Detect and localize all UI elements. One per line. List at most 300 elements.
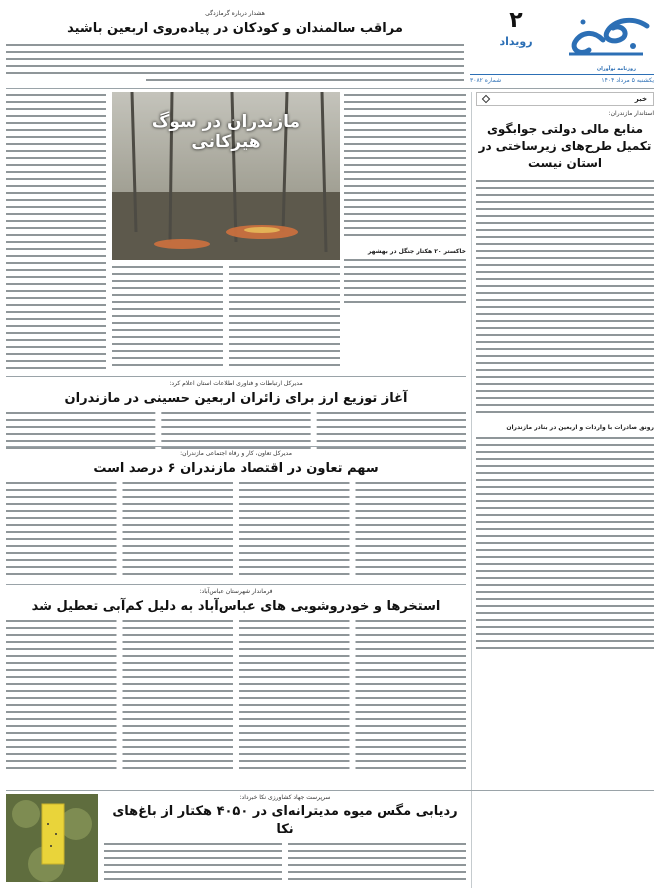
fly-headline: ردیابی مگس میوه مدیترانه‌ای در ۴۰۵۰ هکتار از باغ‌های نکا <box>112 804 458 837</box>
photo-story <box>6 92 340 372</box>
forest-fire-photo <box>112 92 340 260</box>
text-line <box>356 552 467 554</box>
text-line <box>6 718 117 720</box>
text-line <box>476 472 654 474</box>
text-line <box>239 669 350 671</box>
text-line <box>344 301 466 303</box>
text-line <box>476 327 654 329</box>
text-line <box>123 739 234 741</box>
text-line <box>356 538 467 540</box>
text-line <box>239 552 350 554</box>
text-line <box>476 383 654 385</box>
text-line <box>123 655 234 657</box>
text-line <box>123 496 234 498</box>
text-line <box>112 343 223 345</box>
text-line <box>123 648 234 650</box>
text-line <box>6 412 155 414</box>
text-line <box>476 187 654 189</box>
text-line <box>476 563 654 565</box>
text-line <box>356 683 467 685</box>
text-line <box>356 627 467 629</box>
text-line <box>6 426 155 428</box>
middle-subhead: خاکستر ۲۰ هکتار جنگل در بهشهر <box>367 248 466 255</box>
text-line <box>6 178 106 180</box>
text-line <box>344 199 466 201</box>
text-line <box>476 549 654 551</box>
text-line <box>6 122 106 124</box>
text-line <box>6 171 106 173</box>
text-line <box>6 559 117 561</box>
text-line <box>356 662 467 664</box>
text-line <box>229 364 340 366</box>
text-line <box>344 185 466 187</box>
text-line <box>6 753 117 755</box>
text-line <box>161 419 310 421</box>
text-line <box>6 297 106 299</box>
coop-body-lines <box>6 480 466 580</box>
section-label: خبر <box>634 95 647 103</box>
text-line <box>476 376 654 378</box>
text-line <box>6 227 106 229</box>
text-line <box>6 199 106 201</box>
text-line <box>288 843 466 845</box>
text-line <box>123 725 234 727</box>
text-line <box>229 343 340 345</box>
text-line <box>239 704 350 706</box>
text-line <box>344 287 466 289</box>
text-line <box>229 350 340 352</box>
page-number-block <box>474 8 558 48</box>
text-line <box>288 857 466 859</box>
fly-trap-photo <box>6 794 98 882</box>
text-line <box>476 451 654 453</box>
text-line <box>6 746 117 748</box>
text-line <box>476 528 654 530</box>
text-line <box>239 718 350 720</box>
pools-body-lines <box>6 618 466 776</box>
text-line <box>476 285 654 287</box>
text-line <box>356 655 467 657</box>
text-line <box>6 255 106 257</box>
pools-story <box>6 588 466 780</box>
text-line <box>6 641 117 643</box>
text-line <box>239 538 350 540</box>
text-line <box>6 213 106 215</box>
text-line <box>6 697 117 699</box>
text-line <box>123 482 234 484</box>
text-line <box>476 313 654 315</box>
text-line <box>6 353 106 355</box>
text-line <box>229 308 340 310</box>
text-line <box>6 433 155 435</box>
text-line <box>476 521 654 523</box>
text-line <box>344 171 466 173</box>
text-line <box>476 362 654 364</box>
dateline <box>470 74 654 84</box>
coop-kicker: مدیرکل تعاون، کار و رفاه اجتماعی مازندران: <box>180 450 292 457</box>
text-line <box>239 676 350 678</box>
middle-body-lines-2 <box>344 257 466 307</box>
text-line <box>123 503 234 505</box>
text-line <box>317 440 466 442</box>
text-line <box>476 397 654 399</box>
text-line <box>288 850 466 852</box>
text-line <box>476 180 654 182</box>
text-line <box>6 489 117 491</box>
text-line <box>356 704 467 706</box>
text-line <box>344 273 466 275</box>
logo-text: روزنامه نوآوران <box>596 66 636 72</box>
text-line <box>6 304 106 306</box>
text-line <box>239 655 350 657</box>
text-line <box>356 732 467 734</box>
text-line <box>229 280 340 282</box>
text-line <box>161 426 310 428</box>
text-line <box>6 419 155 421</box>
text-line <box>239 732 350 734</box>
text-line <box>317 433 466 435</box>
text-line <box>239 683 350 685</box>
text-line <box>123 573 234 575</box>
text-line <box>123 510 234 512</box>
text-line <box>476 355 654 357</box>
text-line <box>476 542 654 544</box>
text-line <box>239 559 350 561</box>
text-line <box>161 433 310 435</box>
text-line <box>476 633 654 635</box>
text-line <box>476 229 654 231</box>
text-line <box>476 640 654 642</box>
text-line <box>344 280 466 282</box>
text-line <box>229 322 340 324</box>
text-line <box>6 101 106 103</box>
text-line <box>344 122 466 124</box>
text-line <box>6 648 117 650</box>
text-line <box>239 634 350 636</box>
text-line <box>239 697 350 699</box>
text-line <box>6 683 117 685</box>
text-line <box>112 357 223 359</box>
text-line <box>6 482 117 484</box>
fly-kicker: سرپرست جهاد کشاورزی نکا خبرداد: <box>239 794 331 801</box>
text-line <box>123 634 234 636</box>
text-line <box>112 315 223 317</box>
text-line <box>6 164 106 166</box>
text-line <box>356 496 467 498</box>
text-line <box>476 605 654 607</box>
text-line <box>6 290 106 292</box>
section-bar <box>476 92 654 106</box>
text-line <box>6 503 117 505</box>
coop-headline: سهم تعاون در اقتصاد مازندران ۶ درصد است <box>93 461 379 476</box>
text-line <box>476 250 654 252</box>
text-line <box>476 458 654 460</box>
text-line <box>6 311 106 313</box>
text-line <box>476 556 654 558</box>
text-line <box>123 538 234 540</box>
text-line <box>476 591 654 593</box>
fly-story <box>6 794 466 882</box>
text-line <box>6 248 106 250</box>
text-line <box>123 559 234 561</box>
text-line <box>6 108 106 110</box>
governor-story <box>476 110 654 657</box>
text-line <box>6 538 117 540</box>
text-line <box>6 185 106 187</box>
text-line <box>6 711 117 713</box>
text-line <box>123 524 234 526</box>
text-line <box>476 626 654 628</box>
text-line <box>344 259 466 261</box>
text-line <box>112 329 223 331</box>
currency-body-lines <box>6 410 466 450</box>
text-line <box>6 220 106 222</box>
currency-story <box>6 380 466 454</box>
text-line <box>317 426 466 428</box>
text-line <box>344 129 466 131</box>
text-line <box>6 136 106 138</box>
text-line <box>6 332 106 334</box>
text-line <box>6 440 155 442</box>
text-line <box>476 299 654 301</box>
text-line <box>6 676 117 678</box>
text-line <box>161 412 310 414</box>
text-line <box>476 577 654 579</box>
text-line <box>6 346 106 348</box>
text-line <box>6 262 106 264</box>
text-line <box>123 545 234 547</box>
text-line <box>476 500 654 502</box>
text-line <box>239 627 350 629</box>
text-line <box>317 419 466 421</box>
text-line <box>356 503 467 505</box>
text-line <box>239 725 350 727</box>
text-line <box>476 278 654 280</box>
top-story-kicker: هشدار درباره گرمازدگی <box>205 10 265 17</box>
text-line <box>476 404 654 406</box>
text-line <box>476 444 654 446</box>
text-line <box>123 489 234 491</box>
currency-kicker: مدیرکل ارتباطات و فناوری اطلاعات استان اعلام کرد: <box>169 380 303 387</box>
text-line <box>476 243 654 245</box>
text-line <box>229 336 340 338</box>
text-line <box>356 489 467 491</box>
text-line <box>356 760 467 762</box>
text-line <box>6 739 117 741</box>
text-line <box>344 206 466 208</box>
text-line <box>476 465 654 467</box>
text-line <box>104 857 282 859</box>
text-line <box>476 535 654 537</box>
text-line <box>356 566 467 568</box>
text-line <box>123 732 234 734</box>
text-line <box>123 552 234 554</box>
top-story-headline: مراقب سالمندان و کودکان در پیاده‌روی اربعین باشید <box>67 21 403 36</box>
text-line <box>476 306 654 308</box>
text-line <box>6 552 117 554</box>
text-line <box>6 704 117 706</box>
text-line <box>6 725 117 727</box>
text-line <box>104 871 282 873</box>
governor-body-lines <box>476 178 654 418</box>
text-line <box>6 662 117 664</box>
text-line <box>6 545 117 547</box>
text-line <box>356 739 467 741</box>
text-line <box>112 294 223 296</box>
text-line <box>6 690 117 692</box>
text-line <box>123 620 234 622</box>
text-line <box>476 486 654 488</box>
text-line <box>161 447 310 449</box>
page-number: ۲ <box>509 8 523 33</box>
top-story <box>6 6 464 86</box>
text-line <box>123 641 234 643</box>
text-line <box>229 294 340 296</box>
text-line <box>239 662 350 664</box>
text-line <box>6 339 106 341</box>
text-line <box>344 220 466 222</box>
text-line <box>344 94 466 96</box>
text-line <box>476 222 654 224</box>
text-line <box>239 620 350 622</box>
text-line <box>6 517 117 519</box>
photo-side-body-lines <box>6 92 106 372</box>
text-line <box>6 496 117 498</box>
text-line <box>104 864 282 866</box>
text-line <box>6 115 106 117</box>
text-line <box>6 150 106 152</box>
text-line <box>476 570 654 572</box>
text-line <box>112 280 223 282</box>
text-line <box>161 440 310 442</box>
text-line <box>6 634 117 636</box>
fly-body-lines <box>104 841 466 881</box>
fly-trap-image <box>6 794 98 882</box>
text-line <box>476 320 654 322</box>
diamond-icon <box>482 95 490 103</box>
text-line <box>356 482 467 484</box>
text-line <box>6 325 106 327</box>
text-line <box>239 641 350 643</box>
text-line <box>123 767 234 769</box>
text-line <box>239 503 350 505</box>
text-line <box>476 194 654 196</box>
text-line <box>344 234 466 236</box>
text-line <box>6 767 117 769</box>
text-line <box>476 341 654 343</box>
text-line <box>112 322 223 324</box>
text-line <box>356 725 467 727</box>
text-line <box>476 507 654 509</box>
text-line <box>288 878 466 880</box>
text-line <box>6 732 117 734</box>
text-line <box>476 612 654 614</box>
text-line <box>112 266 223 268</box>
governor-subhead: رونق صادرات با واردات و اربعین در بنادر مازندران <box>506 424 654 431</box>
text-line <box>239 690 350 692</box>
governor-body-lines-2 <box>476 435 654 653</box>
text-line <box>239 648 350 650</box>
text-line <box>123 753 234 755</box>
text-line <box>123 697 234 699</box>
text-line <box>6 276 106 278</box>
text-line <box>6 94 106 96</box>
text-line <box>239 517 350 519</box>
text-line <box>239 760 350 762</box>
text-line <box>476 236 654 238</box>
text-line <box>6 627 117 629</box>
text-line <box>6 367 106 369</box>
text-line <box>6 206 106 208</box>
text-line <box>344 143 466 145</box>
text-line <box>6 510 117 512</box>
text-line <box>344 101 466 103</box>
text-line <box>356 648 467 650</box>
text-line <box>356 634 467 636</box>
text-line <box>476 514 654 516</box>
text-line <box>476 369 654 371</box>
text-line <box>112 308 223 310</box>
body-text-lines <box>6 42 464 82</box>
text-line <box>344 108 466 110</box>
text-line <box>356 669 467 671</box>
text-line <box>239 531 350 533</box>
text-line <box>476 334 654 336</box>
text-line <box>6 655 117 657</box>
text-line <box>123 690 234 692</box>
currency-headline: آغاز توزیع ارز برای زائران اربعین حسینی در مازندران <box>64 391 408 406</box>
text-line <box>476 411 654 413</box>
text-line <box>476 598 654 600</box>
text-line <box>344 192 466 194</box>
text-line <box>476 271 654 273</box>
text-line <box>356 690 467 692</box>
logo-mark-icon <box>563 10 653 66</box>
text-line <box>476 292 654 294</box>
text-line <box>6 192 106 194</box>
masthead <box>470 6 654 86</box>
text-line <box>344 115 466 117</box>
text-line <box>356 767 467 769</box>
text-line <box>476 479 654 481</box>
text-line <box>344 178 466 180</box>
text-line <box>229 273 340 275</box>
text-line <box>344 294 466 296</box>
text-line <box>123 676 234 678</box>
text-line <box>356 524 467 526</box>
text-line <box>239 489 350 491</box>
text-line <box>6 241 106 243</box>
text-line <box>112 273 223 275</box>
pools-kicker: فرماندار شهرستان عباس‌آباد: <box>199 588 273 595</box>
text-line <box>239 739 350 741</box>
text-line <box>123 566 234 568</box>
text-line <box>344 164 466 166</box>
text-line <box>239 545 350 547</box>
issue-number: شماره ۳۰۸۲ <box>470 77 502 84</box>
text-line <box>6 573 117 575</box>
pools-headline: استخرها و خودروشویی های عباس‌آباد به دلیل کم‌آبی تعطیل شد <box>31 599 441 614</box>
text-line <box>356 641 467 643</box>
text-line <box>476 257 654 259</box>
section-name: رویداد <box>499 35 533 48</box>
text-line <box>356 517 467 519</box>
text-line <box>6 566 117 568</box>
text-line <box>344 136 466 138</box>
text-line <box>123 704 234 706</box>
governor-kicker: استاندار مازندران: <box>608 110 654 117</box>
coop-story <box>6 450 466 584</box>
